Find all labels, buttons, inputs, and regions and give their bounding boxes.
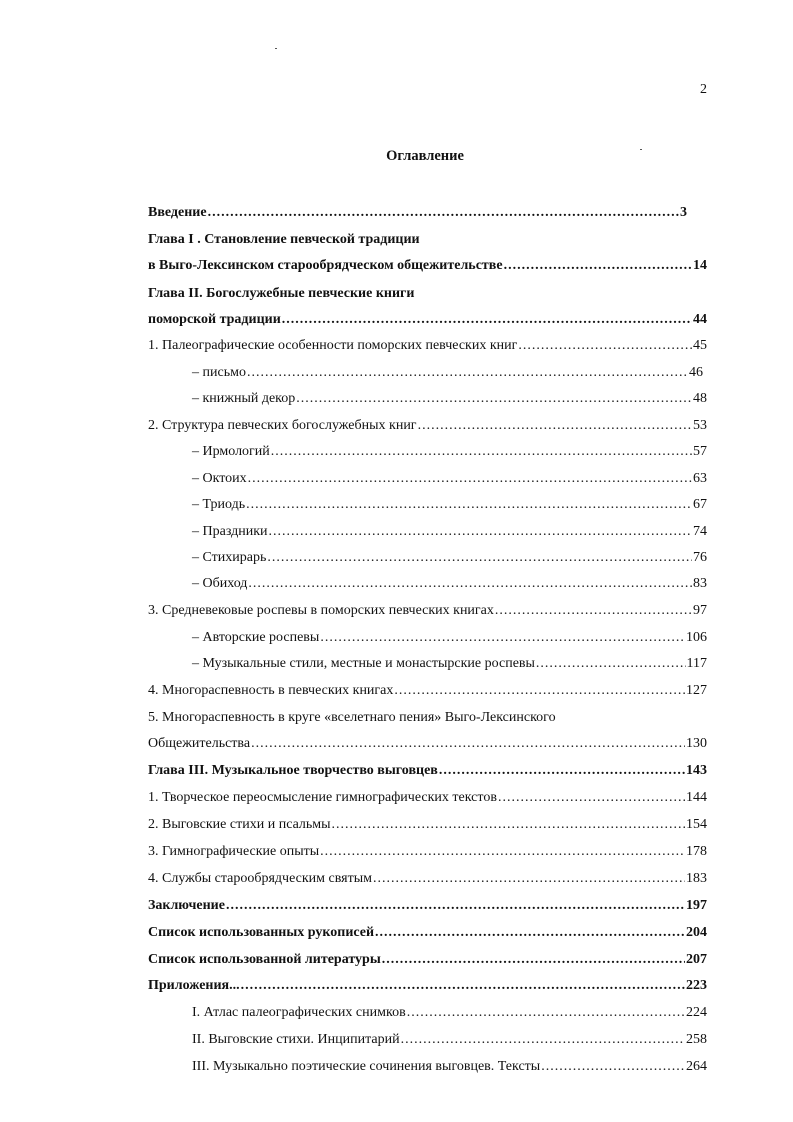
toc-entry-page: 3 [680, 205, 687, 220]
toc-leader-dots [226, 896, 685, 916]
toc-entry-page: 67 [693, 497, 707, 512]
toc-leader-dots [320, 842, 685, 862]
toc-entry [148, 284, 414, 304]
toc-entry-page: 143 [686, 763, 707, 778]
toc-entry-title: Заключение [148, 898, 225, 913]
toc-entry-title: 3. Средневековые роспевы в поморских певческих книгах [148, 603, 494, 618]
toc-entry [148, 976, 707, 996]
toc-entry-page: 183 [686, 871, 707, 886]
toc-entry [148, 681, 707, 701]
page-number: 2 [700, 82, 707, 97]
toc-entry-title: Список использованных рукописей [148, 925, 375, 940]
toc-entry-title: – Авторские роспевы [192, 630, 320, 645]
toc-entry [192, 495, 707, 515]
toc-leader-dots [518, 336, 692, 356]
toc-entry-page: 178 [686, 844, 707, 859]
toc-entry-title: – Праздники [192, 524, 268, 539]
toc-leader-dots [269, 522, 692, 542]
toc-entry [192, 548, 707, 568]
toc-entry [148, 336, 707, 356]
toc-leader-dots [541, 1057, 685, 1077]
toc-leader-dots [498, 788, 685, 808]
toc-entry-title: поморской традиции [148, 312, 281, 327]
toc-leader-dots [375, 923, 685, 943]
page-title: Оглавление [386, 148, 464, 164]
toc-leader-dots [320, 628, 685, 648]
toc-entry-page: 264 [686, 1059, 707, 1074]
toc-entry [192, 389, 707, 409]
toc-entry-page: 45 [693, 338, 707, 353]
toc-leader-dots [382, 950, 685, 970]
toc-entry-page: 204 [686, 925, 707, 940]
toc-entry-title: – Музыкальные стили, местные и монастырские роспевы [192, 656, 535, 671]
toc-entry [148, 708, 556, 728]
toc-leader-dots [241, 976, 685, 996]
toc-entry [192, 1057, 707, 1077]
toc-leader-dots [271, 442, 692, 462]
toc-entry [192, 574, 707, 594]
toc-entry-page: 130 [686, 736, 707, 751]
toc-leader-dots [332, 815, 685, 835]
toc-leader-dots [247, 363, 688, 383]
toc-leader-dots [394, 681, 685, 701]
toc-entry-title: – Обиход [192, 576, 248, 591]
toc-leader-dots [267, 548, 692, 568]
toc-leader-dots [282, 310, 692, 330]
toc-entry [148, 842, 707, 862]
toc-entry-title: 2. Структура певческих богослужебных книг [148, 418, 417, 433]
toc-entry-title: 2. Выговские стихи и псальмы [148, 817, 331, 832]
toc-entry-page: 83 [693, 576, 707, 591]
toc-entry-title: 5. Многораспевность в круге «вселетнаго пения» Выго-Лексинского [148, 710, 556, 725]
toc-entry-title: 1. Творческое переосмысление гимнографических текстов [148, 790, 497, 805]
toc-entry-page: 197 [686, 898, 707, 913]
toc-entry [148, 203, 687, 223]
toc-entry-title: Приложения... [148, 978, 240, 993]
scan-speck [640, 149, 642, 150]
toc-entry [192, 469, 707, 489]
toc-entry-page: 154 [686, 817, 707, 832]
toc-entry-title: III. Музыкально поэтические сочинения выговцев. Тексты [192, 1059, 541, 1074]
toc-entry-title: 1. Палеографические особенности поморских певческих книг [148, 338, 518, 353]
toc-entry-page: 144 [686, 790, 707, 805]
toc-entry-title: II. Выговские стихи. Инципитарий [192, 1032, 400, 1047]
toc-entry-title: Введение [148, 205, 207, 220]
toc-entry-page: 53 [693, 418, 707, 433]
toc-entry-page: 76 [693, 550, 707, 565]
toc-entry-title: – Стихирарь [192, 550, 267, 565]
toc-leader-dots [251, 734, 685, 754]
toc-entry-page: 258 [686, 1032, 707, 1047]
toc-entry-title: Глава I . Становление певческой традиции [148, 232, 420, 247]
toc-entry-title: – Триодь [192, 497, 246, 512]
toc-entry-page: 223 [686, 978, 707, 993]
toc-entry [192, 1003, 707, 1023]
toc-leader-dots [296, 389, 692, 409]
toc-entry-page: 117 [686, 656, 707, 671]
toc-entry-title: – Ирмологий [192, 444, 270, 459]
toc-entry-page: 48 [693, 391, 707, 406]
toc-leader-dots [439, 761, 685, 781]
toc-entry [192, 522, 707, 542]
toc-leader-dots [208, 203, 679, 223]
toc-leader-dots [401, 1030, 685, 1050]
toc-entry-page: 127 [686, 683, 707, 698]
toc-entry [148, 923, 707, 943]
toc-entry [148, 601, 707, 621]
toc-entry-title: Список использованной литературы [148, 952, 381, 967]
toc-entry [148, 310, 707, 330]
toc-entry-title: Глава II. Богослужебные певческие книги [148, 286, 415, 301]
toc-entry [148, 869, 707, 889]
toc-entry-title: Общежительства [148, 736, 251, 751]
toc-entry [148, 896, 707, 916]
toc-entry-page: 63 [693, 471, 707, 486]
toc-entry [148, 815, 707, 835]
toc-entry [148, 761, 707, 781]
toc-entry [148, 788, 707, 808]
toc-entry [148, 950, 707, 970]
toc-entry [192, 442, 707, 462]
toc-entry [192, 363, 703, 383]
toc-entry [148, 734, 707, 754]
toc-entry-title: 4. Службы старообрядческим святым [148, 871, 372, 886]
toc-entry [192, 1030, 707, 1050]
toc-entry [192, 654, 707, 674]
toc-leader-dots [536, 654, 686, 674]
toc-leader-dots [246, 495, 692, 515]
toc-leader-dots [248, 469, 692, 489]
toc-leader-dots [407, 1003, 685, 1023]
toc-entry-title: Глава III. Музыкальное творчество выговцев [148, 763, 438, 778]
toc-entry-page: 44 [693, 312, 707, 327]
toc-entry-title: I. Атлас палеографических снимков [192, 1005, 406, 1020]
toc-entry-page: 106 [686, 630, 707, 645]
toc-leader-dots [418, 416, 692, 436]
toc-entry-page: 207 [686, 952, 707, 967]
toc-entry-title: 4. Многораспевность в певческих книгах [148, 683, 394, 698]
toc-entry-page: 97 [693, 603, 707, 618]
toc-leader-dots [373, 869, 685, 889]
toc-entry [148, 230, 420, 250]
toc-entry-page: 74 [693, 524, 707, 539]
toc-entry [148, 416, 707, 436]
toc-entry-page: 224 [686, 1005, 707, 1020]
toc-entry-title: – письмо [192, 365, 246, 380]
toc-entry-page: 46 [689, 365, 703, 380]
toc-entry-title: – книжный декор [192, 391, 296, 406]
toc-leader-dots [248, 574, 692, 594]
toc-leader-dots [504, 256, 692, 276]
toc-entry-title: 3. Гимнографические опыты [148, 844, 320, 859]
scan-speck [275, 48, 277, 49]
toc-entry-title: – Октоих [192, 471, 247, 486]
toc-entry-page: 57 [693, 444, 707, 459]
toc-entry [192, 628, 707, 648]
toc-entry [148, 256, 707, 276]
toc-leader-dots [495, 601, 692, 621]
toc-entry-title: в Выго-Лексинском старообрядческом общежительстве [148, 258, 503, 273]
toc-entry-page: 14 [693, 258, 707, 273]
